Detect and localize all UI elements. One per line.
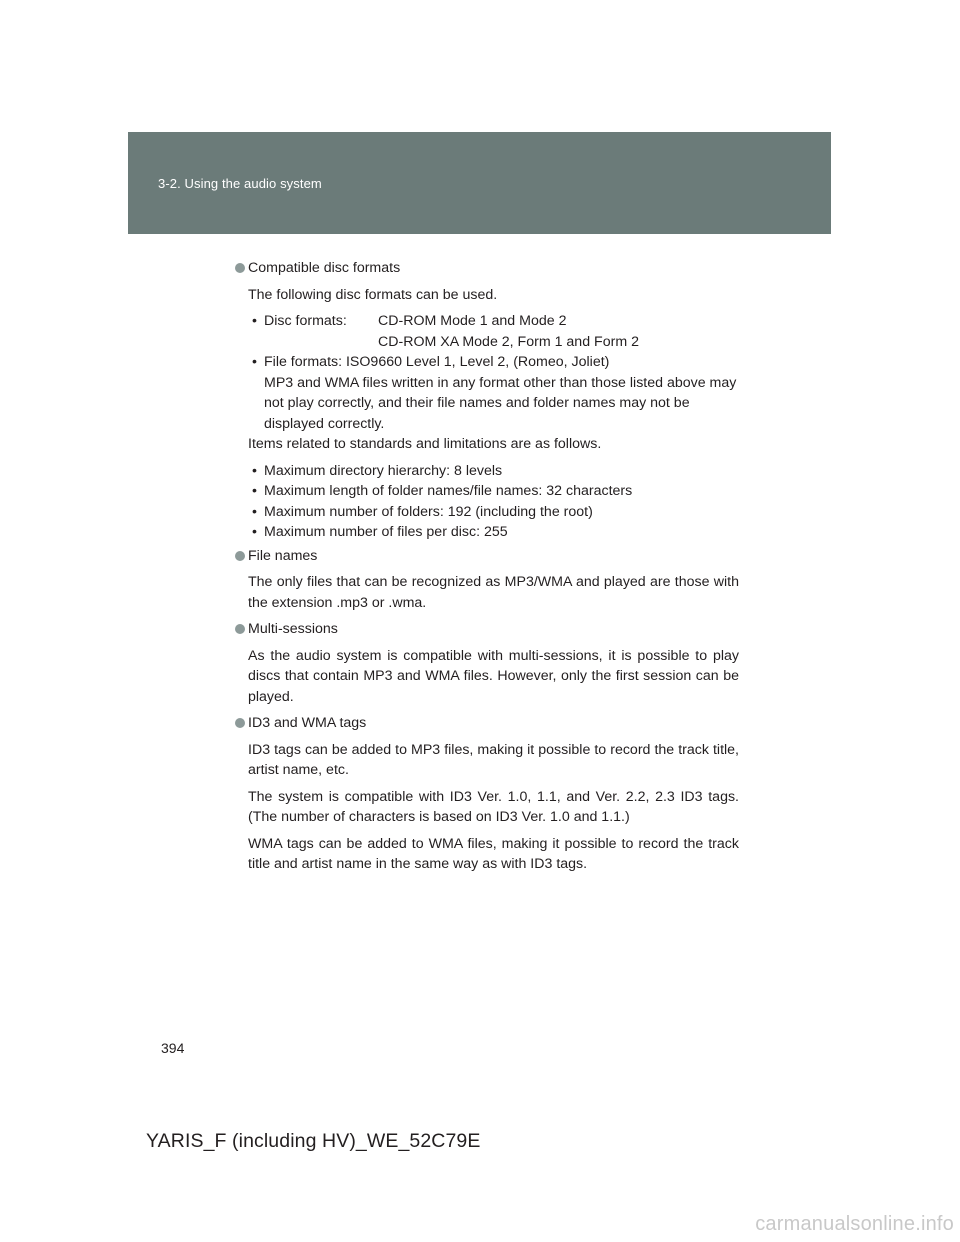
- bullet-circle-icon: [235, 263, 245, 273]
- bullet-dot-icon: •: [252, 354, 257, 370]
- file-formats-note: MP3 and WMA files written in any format other than those listed above may not play correctly, and their file names and folder names may not be displayed correctly.: [264, 374, 737, 432]
- list-item: • Maximum length of folder names/file names: 32 characters: [248, 481, 739, 502]
- list-item: • Maximum directory hierarchy: 8 levels: [248, 461, 739, 482]
- bullet-circle-icon: [235, 551, 245, 561]
- file-names-text: The only files that can be recognized as MP3/WMA and played are those with the extension .mp3 or .wma.: [248, 574, 739, 611]
- disc-formats-value-2: CD-ROM XA Mode 2, Form 1 and Form 2: [378, 333, 639, 350]
- file-names-heading: File names: [237, 546, 739, 567]
- header-band: [128, 132, 831, 234]
- page-number: 394: [161, 1040, 185, 1056]
- disc-formats-list: [237, 311, 739, 434]
- list-item: • Maximum number of files per disc: 255: [248, 522, 739, 543]
- list-item: [248, 311, 739, 352]
- id3-tags-text-3: WMA tags can be added to WMA files, making it possible to record the track title and artist name in the same way as with ID3 tags.: [248, 835, 739, 872]
- id3-tags-heading: ID3 and WMA tags: [237, 713, 739, 734]
- bullet-dot-icon: •: [252, 313, 257, 329]
- disc-formats-heading: Compatible disc formats: [237, 258, 739, 279]
- bullet-dot-icon: •: [252, 503, 257, 520]
- id3-tags-text-1: ID3 tags can be added to MP3 files, making it possible to record the track title, artist name, etc.: [248, 741, 739, 778]
- limits-list: [237, 461, 739, 543]
- disc-formats-value: CD-ROM Mode 1 and Mode 2: [378, 313, 567, 329]
- page-content: [237, 258, 739, 875]
- list-item: [248, 352, 739, 434]
- section-header: 3-2. Using the audio system: [158, 176, 322, 191]
- multi-sessions-heading: Multi-sessions: [237, 619, 739, 640]
- limits-intro: Items related to standards and limitations are as follows.: [248, 436, 602, 452]
- watermark: carmanualsonline.info: [755, 1213, 954, 1235]
- disc-formats-intro: The following disc formats can be used.: [248, 286, 498, 303]
- bullet-dot-icon: •: [252, 462, 257, 479]
- list-item: • Maximum number of folders: 192 (including the root): [248, 502, 739, 523]
- disc-formats-label: Disc formats:: [264, 313, 347, 329]
- file-formats-line: File formats: ISO9660 Level 1, Level 2, (Romeo, Joliet): [264, 354, 610, 370]
- bullet-dot-icon: •: [252, 524, 257, 540]
- bullet-circle-icon: [235, 718, 245, 728]
- multi-sessions-text: As the audio system is compatible with multi-sessions, it is possible to play discs that contain MP3 and WMA files. However, only the first session can be played.: [248, 647, 739, 705]
- footer-code: YARIS_F (including HV)_WE_52C79E: [146, 1130, 481, 1152]
- id3-tags-text-2: The system is compatible with ID3 Ver. 1.0, 1.1, and Ver. 2.2, 2.3 ID3 tags. (The number of characters is based on ID3 Ver. 1.0 and 1.1.): [248, 788, 739, 825]
- bullet-dot-icon: •: [252, 483, 257, 499]
- bullet-circle-icon: [235, 624, 245, 634]
